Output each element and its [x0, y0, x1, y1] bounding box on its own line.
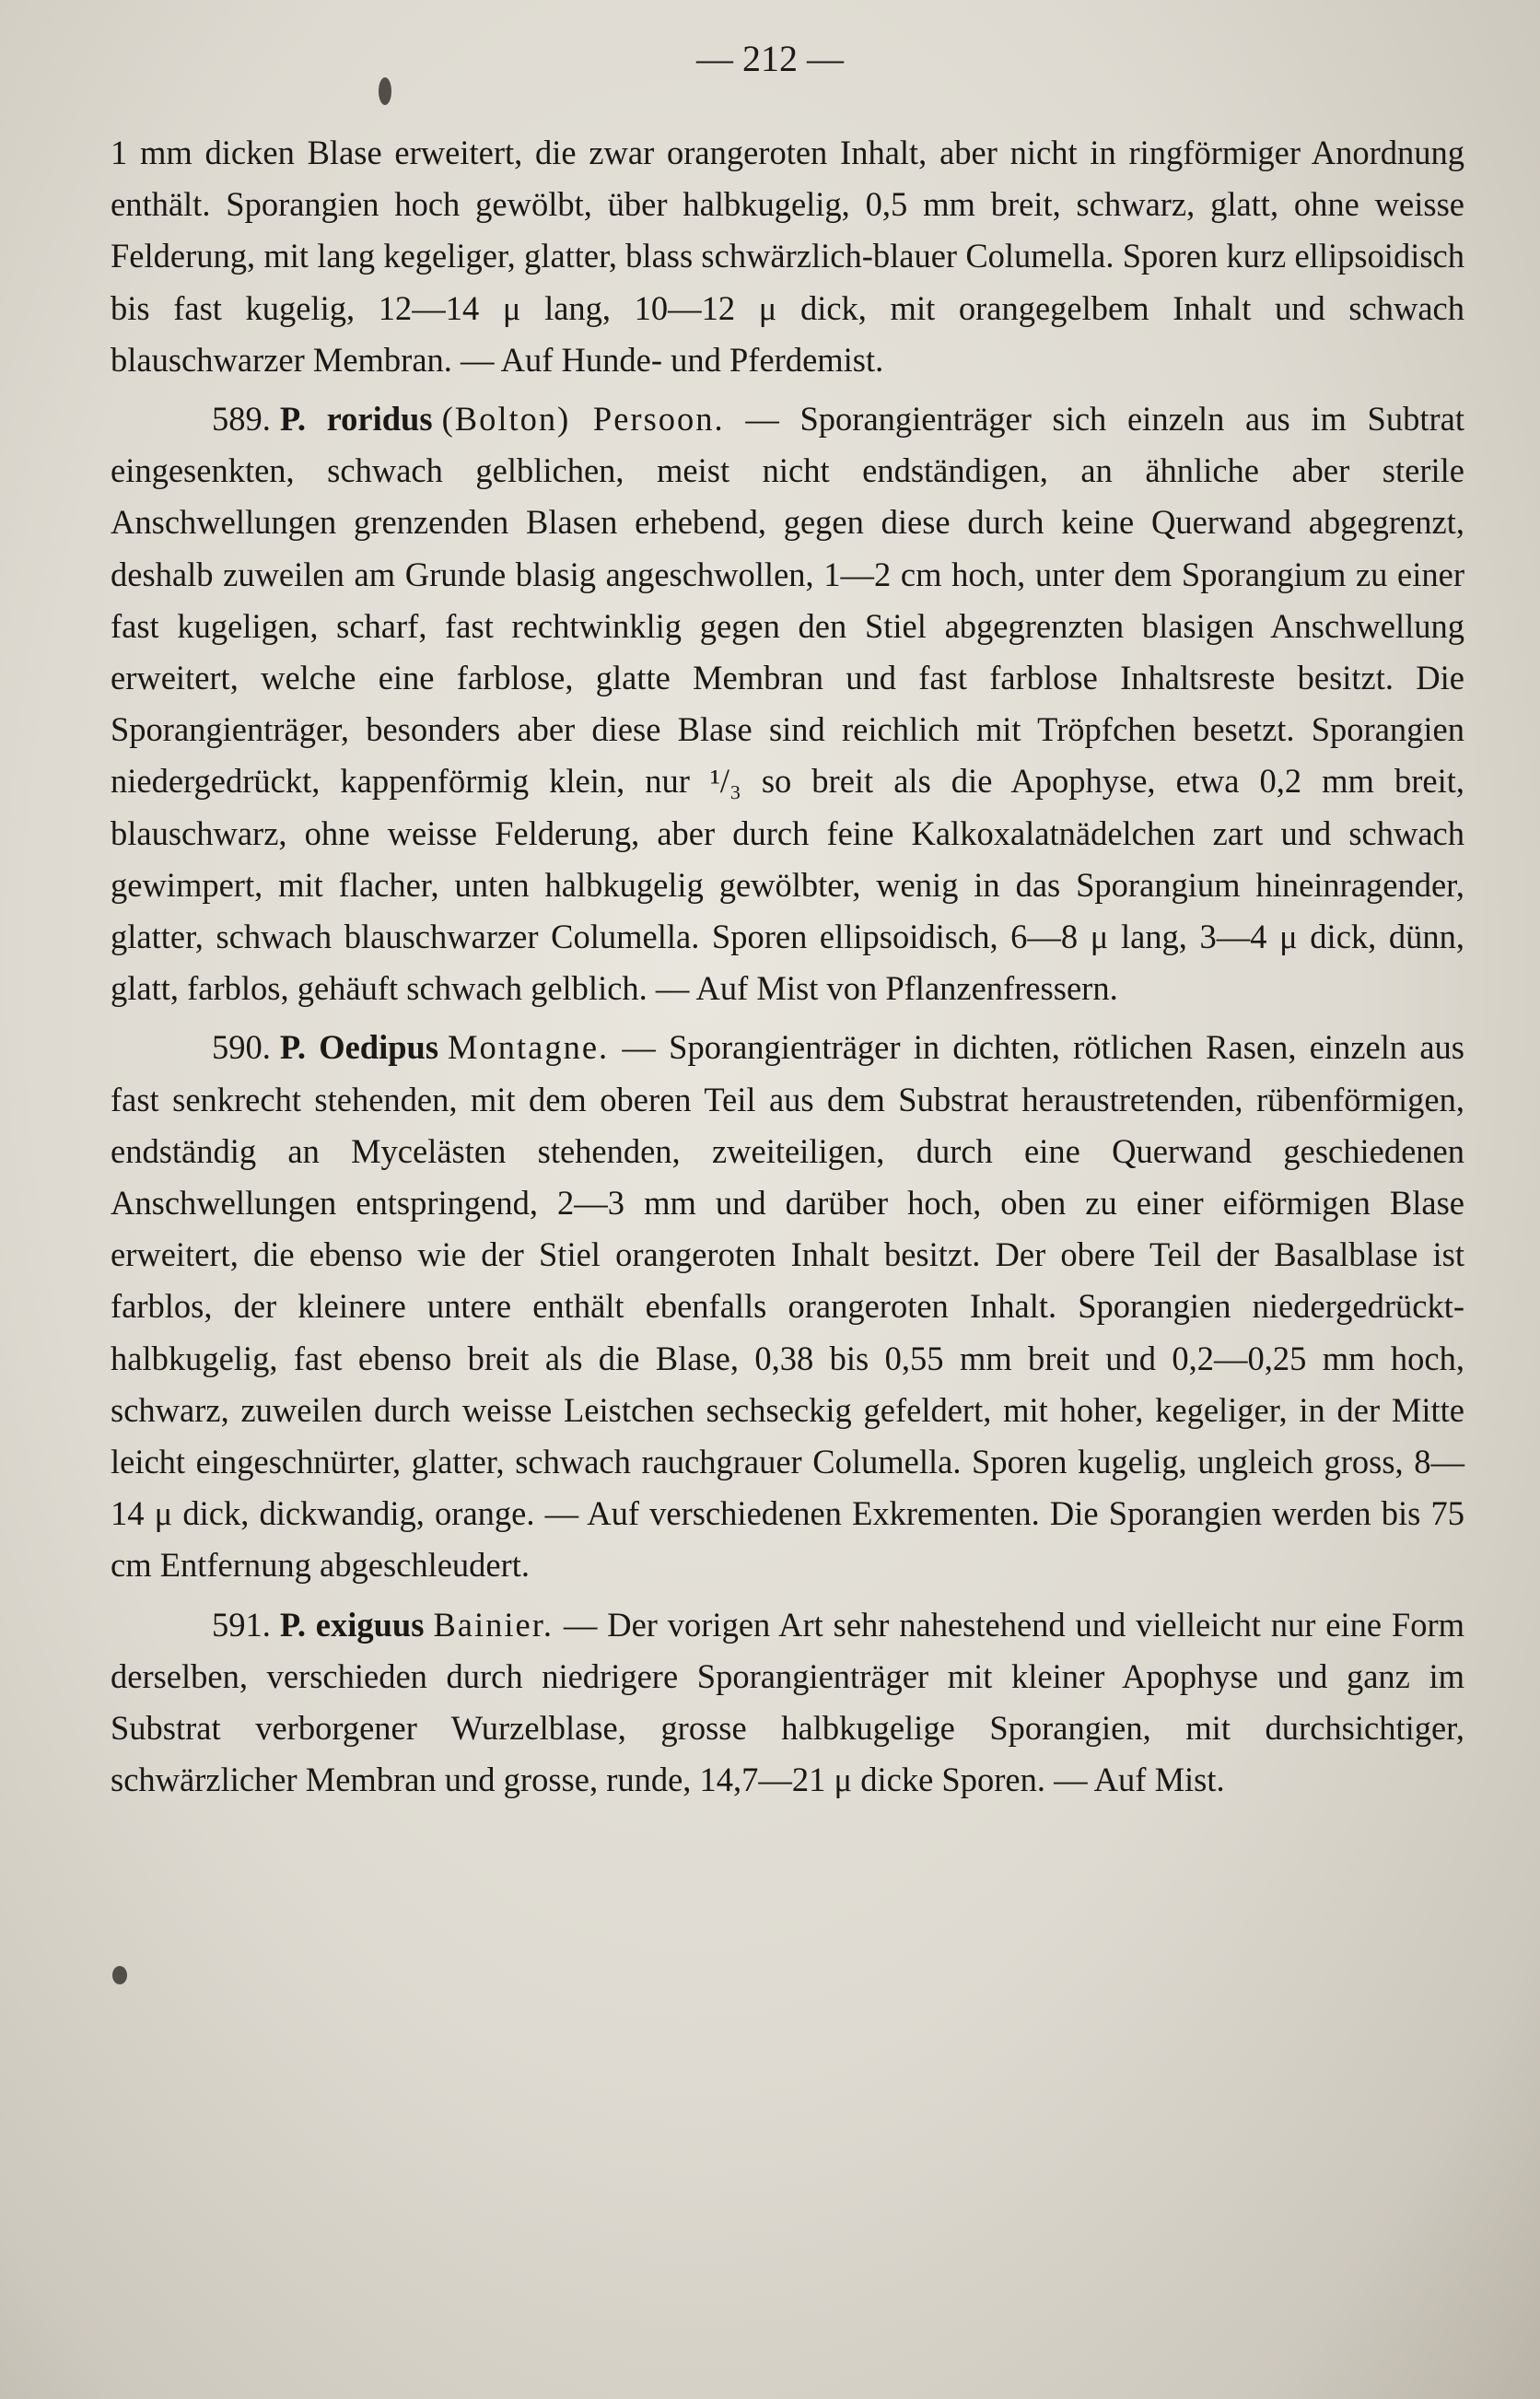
- entry-text: — Sporangienträger in dichten, rötlichen Rasen, einzeln aus fast senkrecht stehenden, mit dem oberen Teil aus dem Substrat heraustretenden, rübenförmigen, endständig an Mycelästen stehenden, zweiteiligen, durch eine Querwand geschiedenen Anschwellungen entspringend, 2—3 mm und darüber hoch, oben zu einer eiförmigen Blase erweitert, die ebenso wie der Stiel orangeroten Inhalt besitzt. Der obere Teil der Basalblase ist farblos, der kleinere untere enthält ebenfalls orangeroten Inhalt. Sporangien niedergedrückt-halbkugelig, fast ebenso breit als die Blase, 0,38 bis 0,55 mm breit und 0,2—0,25 mm hoch, schwarz, zuweilen durch weisse Leistchen sechseckig gefeldert, mit hoher, kegeliger, in der Mitte leicht eingeschnürter, glatter, schwach rauchgrauer Columella. Sporen kugelig, ungleich gross, 8—14 μ dick, dickwandig, orange. — Auf verschiedenen Exkrementen. Die Sporangien werden bis 75 cm Entfernung abgeschleudert.: [111, 1028, 1465, 1585]
- ink-blot: [379, 77, 391, 105]
- species-author: Bainier.: [433, 1605, 554, 1644]
- entry-590: [111, 1022, 1464, 1591]
- species-name: P. exiguus: [279, 1605, 425, 1644]
- species-author: Montagne.: [448, 1028, 610, 1067]
- page-number: — 212 —: [696, 38, 844, 79]
- entry-number: 589.: [212, 400, 271, 439]
- species-author: (Bolton) Persoon.: [441, 400, 725, 439]
- continuation-paragraph: 1 mm dicken Blase erweitert, die zwar orangeroten Inhalt, aber nicht in ringförmiger Anordnung enthält. Sporangien hoch gewölbt, über halbkugelig, 0,5 mm breit, schwarz, glatt, ohne weisse Felderung, mit lang kegeliger, glatter, blass schwärzlich-blauer Columella. Sporen kurz ellipsoidisch bis fast kugelig, 12—14 μ lang, 10—12 μ dick, mit orangegelbem Inhalt und schwach blauschwarzer Membran. — Auf Hunde- und Pferdemist.: [111, 134, 1464, 379]
- entry-589: [111, 393, 1464, 1014]
- entry-text: — Der vorigen Art sehr nahestehend und vielleicht nur eine Form derselben, verschieden durch niedrigere Sporangienträger mit kleiner Apophyse und ganz im Substrat verborgener Wurzelblase, grosse halbkugelige Sporangien, mit durchsichtiger, schwärzlicher Membran und grosse, runde, 14,7—21 μ dicke Sporen. — Auf Mist.: [111, 1605, 1465, 1799]
- species-name: P. Oedipus: [279, 1028, 439, 1067]
- entry-text: — Sporangienträger sich einzeln aus im Subtrat eingesenkten, schwach gelblichen, meist nicht endständigen, an ähnliche aber sterile Anschwellungen grenzenden Blasen erhebend, gegen diese durch keine Querwand abgegrenzt, deshalb zuweilen am Grunde blasig angeschwollen, 1—2 cm hoch, unter dem Sporangium zu einer fast kugeligen, scharf, fast rechtwinklig gegen den Stiel abgegrenzten blasigen Anschwellung erweitert, welche eine farblose, glatte Membran und fast farblose Inhaltsreste besitzt. Die Sporangienträger, besonders aber diese Blase sind reichlich mit Tröpfchen besetzt. Sporangien niedergedrückt, kappenförmig klein, nur ¹/₃ so breit als die Apophyse, etwa 0,2 mm breit, blauschwarz, ohne weisse Felderung, aber durch feine Kalkoxalatnädelchen zart und schwach gewimpert, mit flacher, unten halbkugelig gewölbter, wenig in das Sporangium hineinragender, glatter, schwach blauschwarzer Columella. Sporen ellipsoidisch, 6—8 μ lang, 3—4 μ dick, dünn, glatt, farblos, gehäuft schwach gelblich. — Auf Mist von Pflanzenfressern.: [111, 400, 1464, 1008]
- entry-591: [111, 1599, 1464, 1807]
- ink-blot: [112, 1966, 127, 1984]
- main-text: [111, 127, 1464, 1807]
- species-name: P. roridus: [279, 400, 433, 439]
- entry-number: 590.: [212, 1028, 271, 1067]
- entry-number: 591.: [212, 1605, 271, 1644]
